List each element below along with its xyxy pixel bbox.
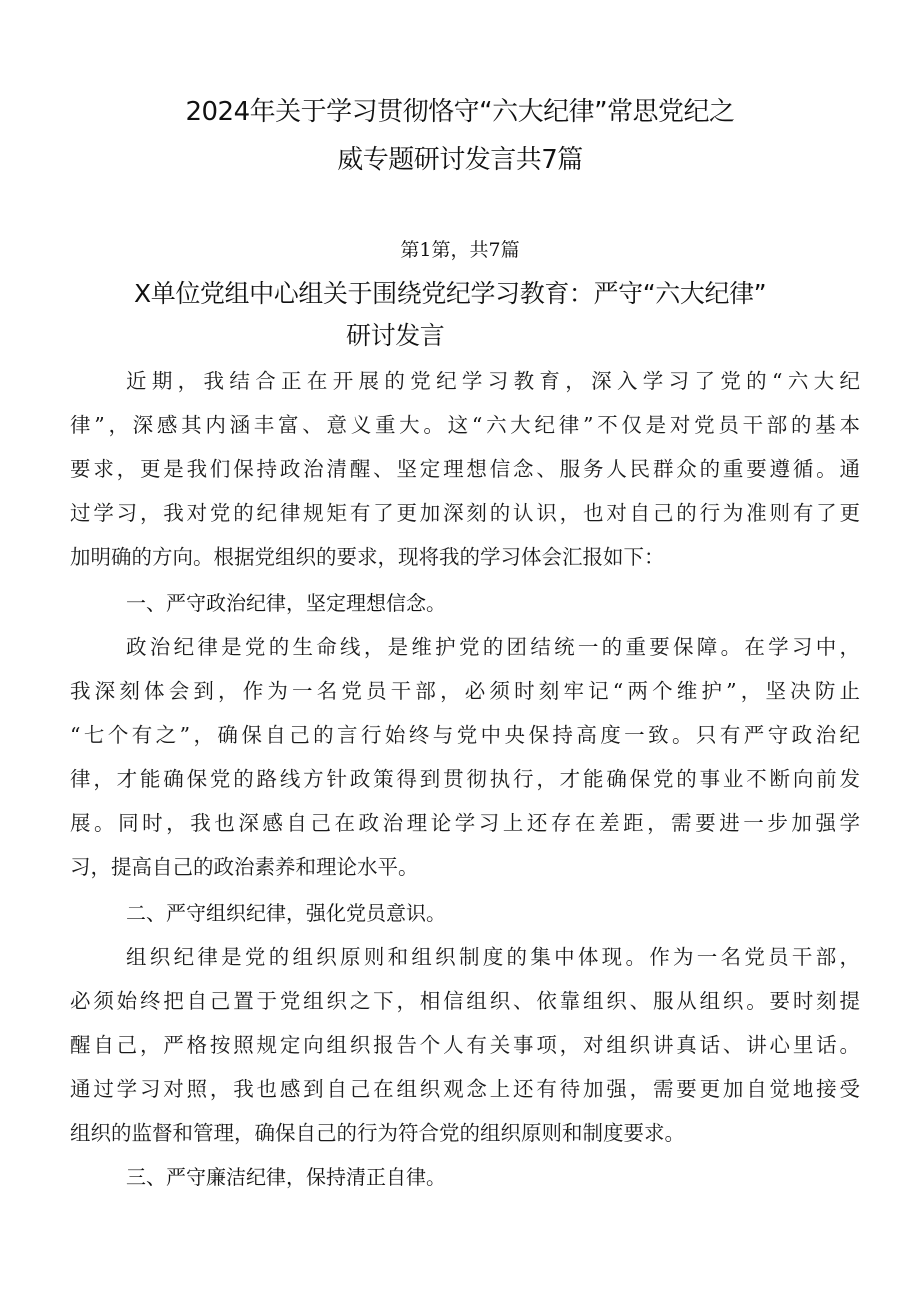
document-title-line-1: 2024年关于学习贯彻恪守“六大纪律”常思党纪之	[185, 97, 735, 127]
paragraph-line: 近期，我结合正在开展的党纪学习教育，深入学习了党的“六大纪	[126, 369, 860, 393]
heading-political-discipline: 一、严守政治纪律，坚定理想信念。	[126, 591, 446, 615]
document-title-line-2: 威专题研讨发言共7篇	[337, 145, 583, 175]
paragraph-line: 习，提高自己的政治素养和理论水平。	[70, 855, 419, 879]
part-label: 第1第，共7篇	[400, 239, 520, 261]
section-title-line-2: 研讨发言	[346, 321, 445, 350]
paragraph-line: 我深刻体会到，作为一名党员干部，必须时刻牢记“两个维护”，坚决防止	[70, 679, 860, 703]
paragraph-line: 律，才能确保党的路线方针政策得到贯彻执行，才能确保党的事业不断向前发	[70, 767, 860, 791]
paragraph-line: 必须始终把自己置于党组织之下，相信组织、依靠组织、服从组织。要时刻提	[70, 989, 860, 1013]
paragraph-line: 要求，更是我们保持政治清醒、坚定理想信念、服务人民群众的重要遵循。通	[70, 457, 860, 481]
paragraph-line: 醒自己，严格按照规定向组织报告个人有关事项，对组织讲真话、讲心里话。	[70, 1033, 860, 1057]
paragraph-line: 组织的监督和管理，确保自己的行为符合党的组织原则和制度要求。	[70, 1121, 685, 1145]
paragraph-line: 政治纪律是党的生命线，是维护党的团结统一的重要保障。在学习中，	[126, 635, 860, 659]
paragraph-line: 组织纪律是党的组织原则和组织制度的集中体现。作为一名党员干部，	[126, 945, 860, 969]
paragraph-line: 律”，深感其内涵丰富、意义重大。这“六大纪律”不仅是对党员干部的基本	[70, 413, 860, 437]
paragraph-line: 展。同时，我也深感自己在政治理论学习上还存在差距，需要进一步加强学	[70, 811, 860, 835]
paragraph-line: 加明确的方向。根据党组织的要求，现将我的学习体会汇报如下：	[70, 545, 665, 569]
paragraph-line: 过学习，我对党的纪律规矩有了更加深刻的认识，也对自己的行为准则有了更	[70, 501, 860, 525]
paragraph-line: 通过学习对照，我也感到自己在组织观念上还有待加强，需要更加自觉地接受	[70, 1077, 860, 1101]
heading-integrity-discipline: 三、严守廉洁纪律，保持清正自律。	[126, 1165, 446, 1189]
heading-organizational-discipline: 二、严守组织纪律，强化党员意识。	[126, 901, 446, 925]
paragraph-line: “七个有之”，确保自己的言行始终与党中央保持高度一致。只有严守政治纪	[70, 723, 860, 747]
section-title-line-1: X单位党组中心组关于围绕党纪学习教育：严守“六大纪律”	[134, 279, 767, 308]
